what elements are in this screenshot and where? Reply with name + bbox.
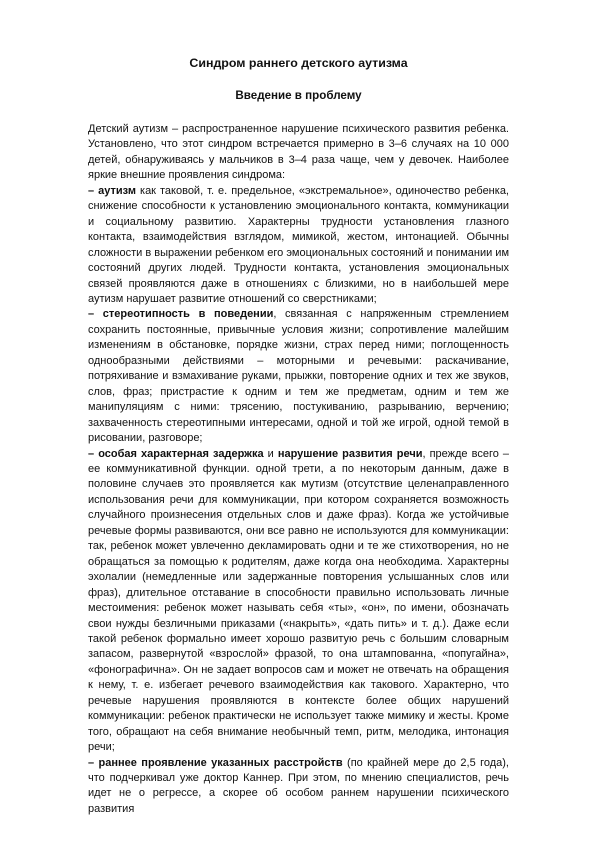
list-item-term: раннее проявление указанных расстройств	[98, 756, 343, 769]
list-item-dash: –	[88, 447, 99, 460]
list-item-text: , прежде всего – ее коммуникативной функции. одной трети, а по некоторым данным, даже в половине случаев это проявляется как мутизм (отсутствие целенаправленного использования речи для коммуникации, при котором сохраняется возможность случайного произнесения отдельных слов и даже фраз). Когда же устойчивые речевые формы развиваются, они все равно не используются для коммуникации: так, ребенок может увлеченно декламировать одни и те же стихотворения, но не обращаться за помощью к родителям, даже когда она необходима. Характерны эхолалии (немедленные или задержанные повторения услышанных слов или фраз), длительное отставание в способности правильно использовать личные местоимения: ребенок может называть себя «ты», «он», по имени, обозначать свои нужды безличными приказами («накрыть», «дать пить» и т. д.). Даже если такой ребенок формально имеет хорошо развитую речь с большим словарным запасом, развернутой «взрослой» фразой, то она штампованна, «попугайна», «фонографична». Он не задает вопросов сам и может не отвечать на обращения к нему, т. е. избегает речевого взаимодействия как такового. Характерно, что речевые нарушения проявляются в контексте более общих нарушений коммуникации: ребенок практически не использует также мимику и жесты. Кроме того, обращают на себя внимание необычный темп, ритм, мелодика, интонация речи;	[88, 447, 510, 754]
document-title: Синдром раннего детского аутизма	[189, 56, 408, 70]
intro-paragraph: Детский аутизм – распространенное нарушение психического развития ребенка. Установлено, что этот синдром встречается примерно в 3–6 случаях на 10 000 детей, обнаруживаясь у мальчиков в 3–4 раза чаще, чем у девочек. Наиболее яркие внешние проявления синдрома:	[88, 123, 509, 182]
list-item-dash: –	[88, 756, 99, 769]
list-item-text: как таковой, т. е. предельное, «экстремальное», одиночество ребенка, снижение способности к установлению эмоционального контакта, коммуникации и социальному развитию. Характерны трудности установления глазного контакта, взаимодействия взглядом, мимикой, жестом, интонацией. Обычны сложности в выражении ребенком его эмоциональных состояний и понимании им состояний других людей. Трудности контакта, установления эмоциональных связей проявляются даже в отношениях с близкими, но в наибольшей мере аутизм нарушает развитие отношений со сверстниками;	[88, 184, 510, 305]
list-item-early-onset	[88, 756, 509, 818]
list-item-speech	[88, 447, 509, 756]
list-item-text: , связанная с напряженным стремлением сохранить постоянные, привычные условия жизни; сопротивление малейшим изменениям в обстановке, порядке жизни, страх перед ними; поглощенность однообразными действиями – моторными и речевыми: раскачивание, потряхивание и взмахивание руками, прыжки, повторение одних и тех же звуков, слов, фраз; пристрастие к одним и тем же предметам, одним и тем же манипуляциям с ними: трясению, постукиванию, разрыванию, верчению; захваченность стереотипными интересами, одной и той же игрой, одной темой в рисовании, разговоре;	[88, 308, 509, 445]
list-item-stereotypy	[88, 307, 509, 446]
list-item-dash: –	[88, 184, 99, 197]
document-body	[88, 122, 509, 817]
list-item-connector: и	[263, 447, 278, 460]
list-item-term-2: нарушение развития речи	[277, 447, 423, 460]
list-item-term: стереотипность в поведении	[102, 308, 274, 321]
list-item-dash: –	[88, 308, 103, 321]
list-item-term: аутизм	[98, 184, 136, 197]
list-item-autism	[88, 184, 509, 308]
section-heading: Введение в проблему	[235, 89, 362, 102]
list-item-term: особая характерная задержка	[98, 447, 264, 460]
list-item-text: (по крайней мере до 2,5 года), что подчеркивал уже доктор Каннер. При этом, по мнению специалистов, речь идет не о регрессе, а скорее об особом раннем нарушении психического развития	[88, 756, 509, 815]
